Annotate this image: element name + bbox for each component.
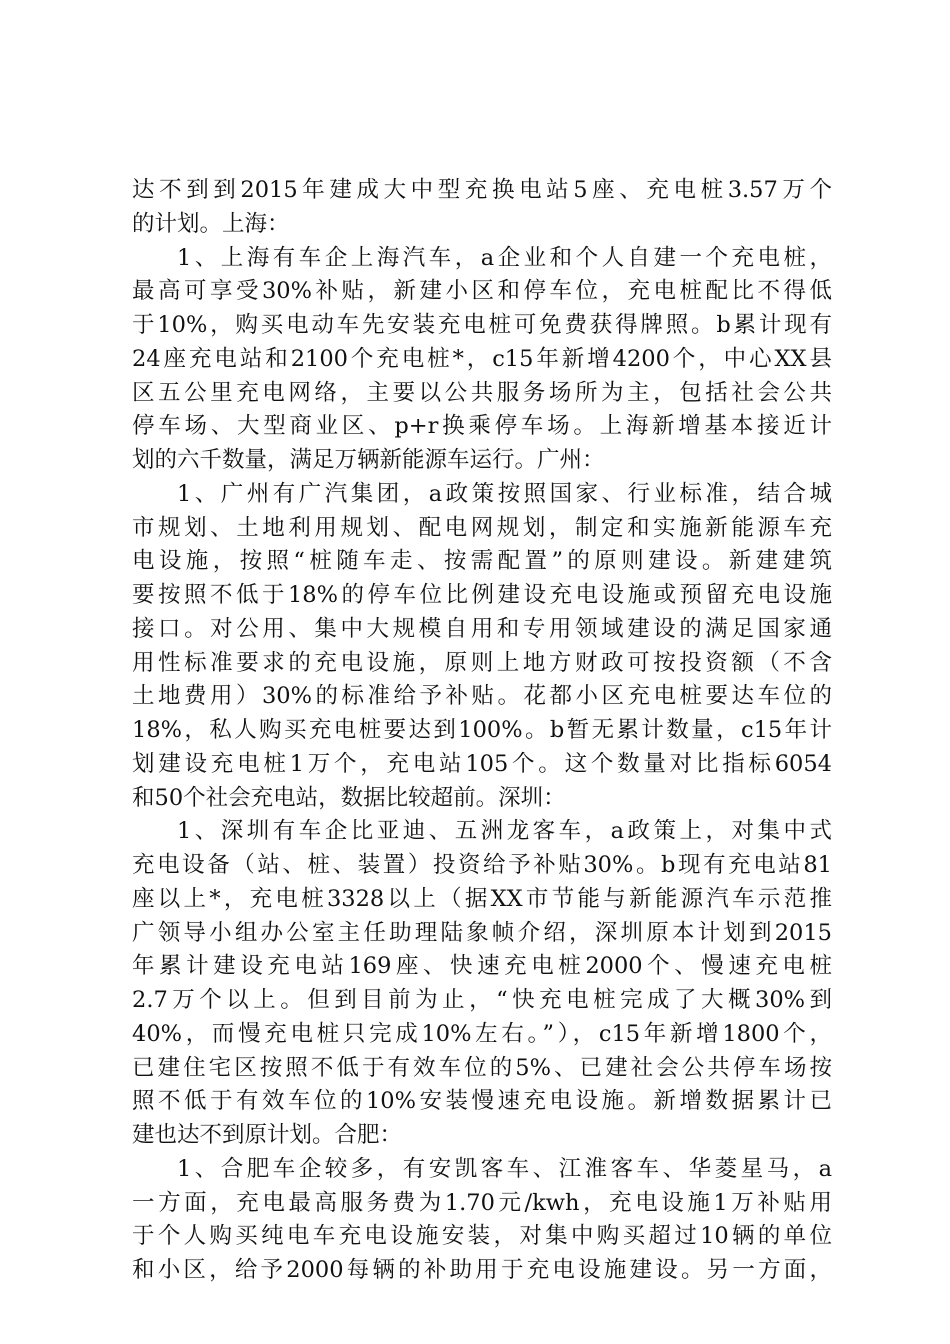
text-line: 用性标准要求的充电设施，原则上地方财政可按投资额（不含 [132, 649, 832, 676]
text-line: 40%，而慢充电桩只完成10%左右。”），c15年新增1800个， [132, 1020, 832, 1047]
text-line: 座以上*，充电桩3328以上（据XX市节能与新能源汽车示范推 [132, 885, 832, 912]
text-line: 最高可享受30%补贴，新建小区和停车位，充电桩配比不得低 [132, 278, 832, 305]
text-line: 充电设备（站、桩、装置）投资给予补贴30%。b现有充电站81 [132, 852, 832, 878]
text-line: 1、上海有车企上海汽车，a企业和个人自建一个充电桩， [177, 244, 832, 271]
text-line: 2.7万个以上。但到目前为止，“快充电桩完成了大概30%到 [132, 987, 832, 1013]
text-line: 和小区，给予2000每辆的补助用于充电设施建设。另一方面， [132, 1257, 832, 1283]
text-line: 24座充电站和2100个充电桩*，c15年新增4200个，中心XX县 [132, 345, 832, 372]
text-line: 于10%，购买电动车先安装充电桩可免费获得牌照。b累计现有 [132, 312, 832, 338]
text-line: 电设施，按照“桩随车走、按需配置”的原则建设。新建建筑 [132, 548, 832, 575]
text-line: 接口。对公用、集中大规模自用和专用领域建设的满足国家通 [132, 615, 832, 642]
text-line: 18%，私人购买充电桩要达到100%。b暂无累计数量，c15年计 [132, 717, 832, 743]
text-line: 照不低于有效车位的10%安装慢速充电设施。新增数据累计已 [132, 1088, 832, 1115]
text-line: 土地费用）30%的标准给予补贴。花都小区充电桩要达车位的 [132, 683, 832, 710]
text-line: 要按照不低于18%的停车位比例建设充电设施或预留充电设施 [132, 582, 832, 608]
body-text [132, 174, 832, 1288]
text-line: 停车场、大型商业区、p+r换乘停车场。上海新增基本接近计 [132, 413, 832, 440]
text-line: 已建住宅区按照不低于有效车位的5%、已建社会公共停车场按 [132, 1054, 832, 1081]
text-line: 和50个社会充电站，数据比较超前。深圳： [132, 784, 566, 811]
text-line: 广领导小组办公室主任助理陆象帧介绍，深圳原本计划到2015 [132, 919, 832, 946]
text-line: 市规划、土地利用规划、配电网规划，制定和实施新能源车充 [132, 514, 832, 541]
text-line: 1、深圳有车企比亚迪、五洲龙客车，a政策上，对集中式 [177, 818, 832, 845]
text-line: 于个人购买纯电车充电设施安装，对集中购买超过10辆的单位 [132, 1223, 832, 1250]
text-line: 1、广州有广汽集团，a政策按照国家、行业标准，结合城 [177, 480, 832, 507]
text-line: 划建设充电桩1万个，充电站105个。这个数量对比指标6054 [132, 750, 832, 777]
text-line: 一方面，充电最高服务费为1.70元/kwh，充电设施1万补贴用 [132, 1189, 832, 1216]
text-line: 的计划。上海： [132, 210, 290, 237]
text-line: 建也达不到原计划。合肥： [132, 1122, 403, 1148]
text-line: 1、合肥车企较多，有安凯客车、江淮客车、华菱星马，a [177, 1155, 832, 1182]
text-line: 划的六千数量，满足万辆新能源车运行。广州： [132, 447, 605, 473]
text-line: 区五公里充电网络，主要以公共服务场所为主，包括社会公共 [132, 379, 832, 406]
text-line: 达不到到2015年建成大中型充换电站5座、充电桩3.57万个 [132, 177, 832, 203]
text-line: 年累计建设充电站169座、快速充电桩2000个、慢速充电桩 [132, 953, 832, 980]
